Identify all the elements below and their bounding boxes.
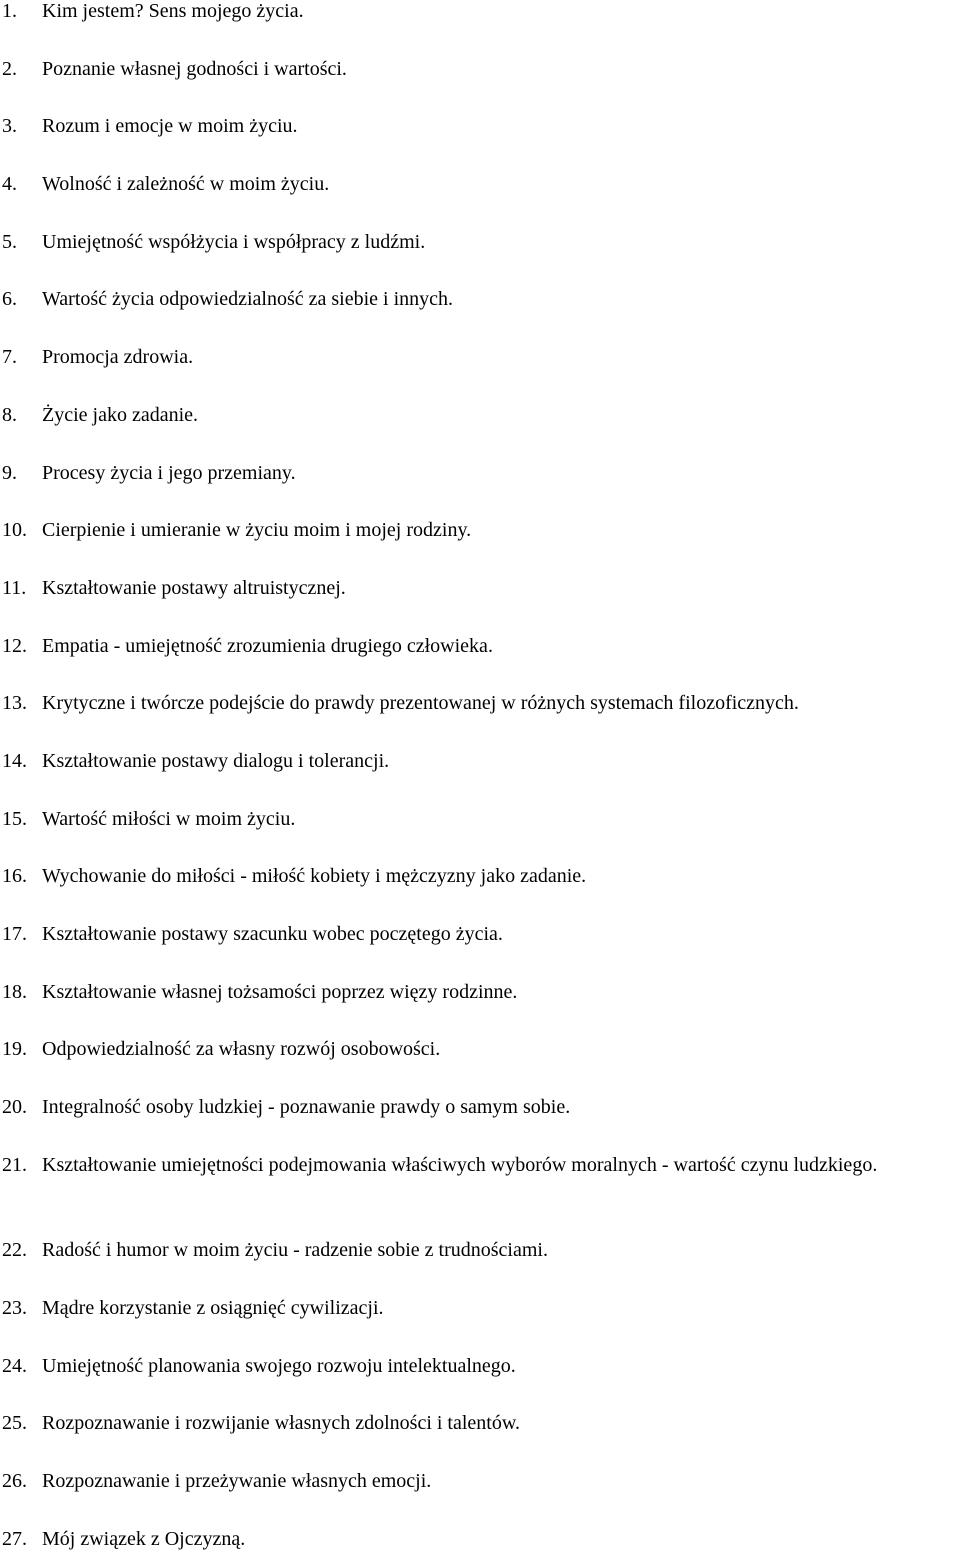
topic-number: 17. <box>2 923 27 945</box>
topic-number: 1. <box>2 0 17 22</box>
topic-number: 4. <box>2 173 17 195</box>
topic-text: Rozpoznawanie i rozwijanie własnych zdolności i talentów. <box>42 1412 520 1434</box>
topic-text: Cierpienie i umieranie w życiu moim i mojej rodziny. <box>42 519 472 541</box>
topic-text: Wartość życia odpowiedzialność za siebie i innych. <box>42 288 454 310</box>
topic-text: Umiejętność planowania swojego rozwoju intelektualnego. <box>42 1355 516 1377</box>
topic-number: 16. <box>2 865 27 887</box>
topic-text: Kształtowanie postawy dialogu i tolerancji. <box>42 750 390 772</box>
topic-number: 15. <box>2 808 27 830</box>
topic-number: 6. <box>2 288 17 310</box>
topic-text: Rozum i emocje w moim życiu. <box>42 115 298 137</box>
topic-text: Poznanie własnej godności i wartości. <box>42 58 347 80</box>
topic-text: Radość i humor w moim życiu - radzenie sobie z trudnościami. <box>42 1239 548 1261</box>
topic-text: Mój związek z Ojczyzną. <box>42 1528 246 1550</box>
topic-number: 11. <box>2 577 27 599</box>
topic-text: Kim jestem? Sens mojego życia. <box>42 0 304 22</box>
topic-text: Odpowiedzialność za własny rozwój osobowości. <box>42 1038 441 1060</box>
topic-text: Wolność i zależność w moim życiu. <box>42 173 330 195</box>
topic-number: 2. <box>2 58 17 80</box>
topic-number: 9. <box>2 462 17 484</box>
topic-number: 20. <box>2 1096 27 1118</box>
topic-text: Wychowanie do miłości - miłość kobiety i mężczyzny jako zadanie. <box>42 865 587 887</box>
topic-number: 27. <box>2 1528 27 1550</box>
topic-text: Wartość miłości w moim życiu. <box>42 808 296 830</box>
topic-text: Mądre korzystanie z osiągnięć cywilizacji. <box>42 1297 384 1319</box>
topic-number: 26. <box>2 1470 27 1492</box>
topic-number: 10. <box>2 519 27 541</box>
topic-number: 5. <box>2 231 17 253</box>
topic-text: Umiejętność współżycia i współpracy z ludźmi. <box>42 231 426 253</box>
topic-number: 14. <box>2 750 27 772</box>
topic-number: 3. <box>2 115 17 137</box>
topic-text: Kształtowanie postawy altruistycznej. <box>42 577 346 599</box>
topic-text: Integralność osoby ludzkiej - poznawanie prawdy o samym sobie. <box>42 1096 571 1118</box>
topic-number: 8. <box>2 404 17 426</box>
topic-text: Rozpoznawanie i przeżywanie własnych emocji. <box>42 1470 432 1492</box>
topic-text: Kształtowanie własnej tożsamości poprzez więzy rodzinne. <box>42 981 518 1003</box>
topic-text: Procesy życia i jego przemiany. <box>42 462 296 484</box>
topic-text: Kształtowanie umiejętności podejmowania właściwych wyborów moralnych - wartość czynu ludzkiego. <box>42 1154 878 1176</box>
topic-number: 19. <box>2 1038 27 1060</box>
topic-number: 22. <box>2 1239 27 1261</box>
topic-number: 25. <box>2 1412 27 1434</box>
topic-number: 23. <box>2 1297 27 1319</box>
topic-number: 21. <box>2 1154 27 1176</box>
topic-text: Empatia - umiejętność zrozumienia drugiego człowieka. <box>42 635 493 657</box>
topic-number: 12. <box>2 635 27 657</box>
topic-text: Kształtowanie postawy szacunku wobec poczętego życia. <box>42 923 503 945</box>
topic-text: Krytyczne i twórcze podejście do prawdy prezentowanej w różnych systemach filozoficznych. <box>42 692 799 714</box>
topic-text: Promocja zdrowia. <box>42 346 194 368</box>
topic-number: 13. <box>2 692 27 714</box>
topic-number: 18. <box>2 981 27 1003</box>
topic-number: 24. <box>2 1355 27 1377</box>
topic-number: 7. <box>2 346 17 368</box>
topic-text: Życie jako zadanie. <box>42 404 199 426</box>
